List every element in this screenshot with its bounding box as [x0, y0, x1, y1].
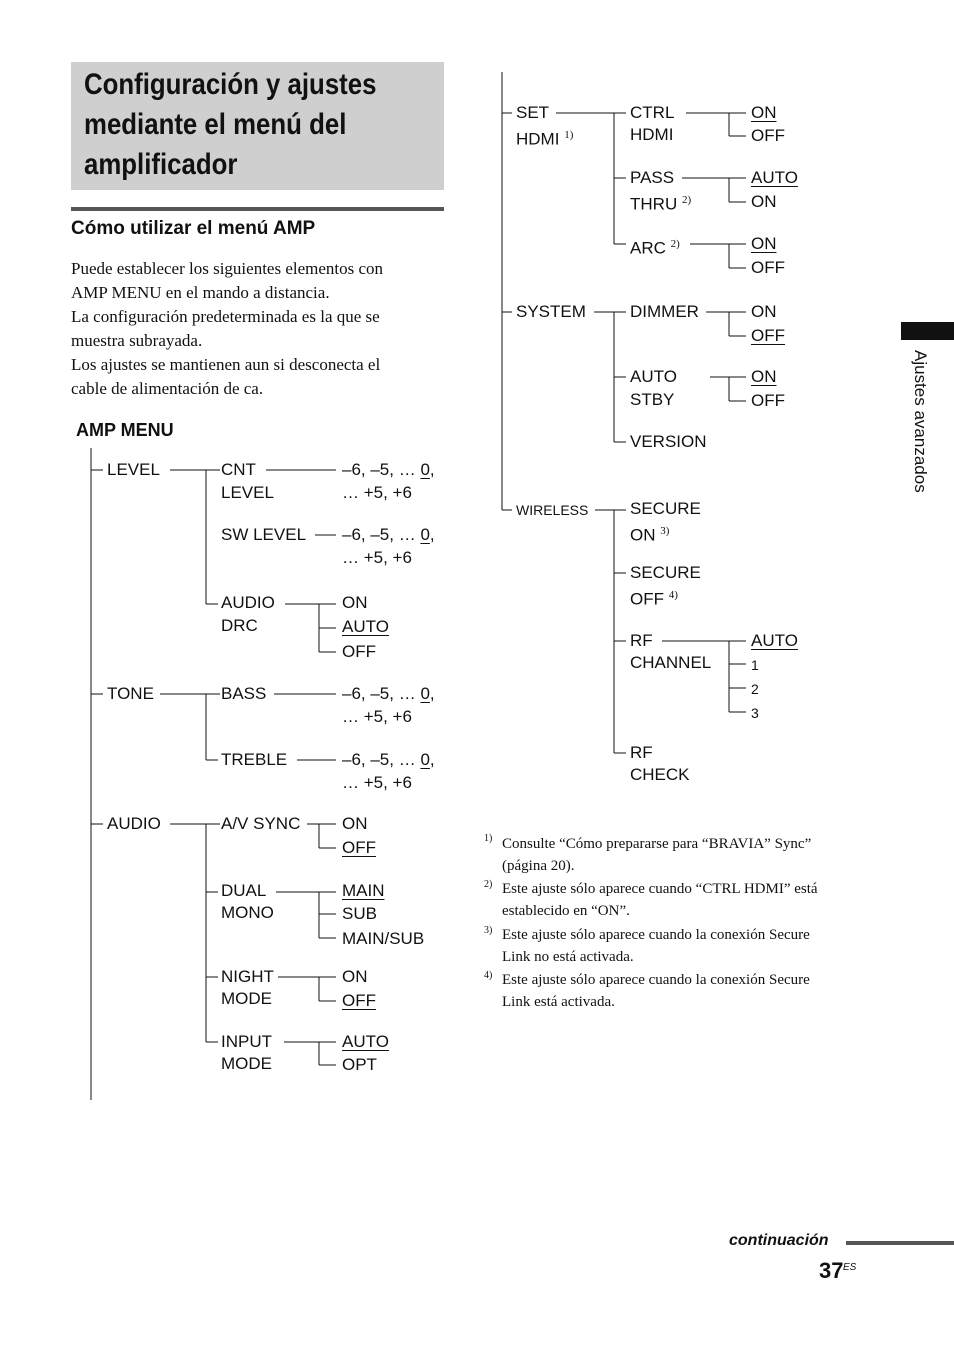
menu-treble: TREBLE: [221, 750, 288, 769]
footnote-number: 2): [484, 879, 493, 890]
intro-line: cable de alimentación de ca.: [71, 379, 264, 398]
option-off: OFF: [342, 642, 376, 661]
option-auto-default: AUTO: [751, 631, 798, 650]
footnote-text: Este ajuste sólo aparece cuando “CTRL HDMI” está: [502, 881, 818, 897]
option-on: ON: [751, 302, 777, 321]
footnote-text: Este ajuste sólo aparece cuando la conexión Secure: [502, 927, 810, 943]
menu-night-mode-2: MODE: [221, 989, 272, 1008]
page-title-line-3: amplificador: [84, 148, 238, 181]
menu-cnt-level-1: CNT: [221, 460, 256, 479]
option-on: ON: [342, 814, 368, 833]
menu-wireless: WIRELESS: [516, 502, 589, 518]
option-auto-default: AUTO: [342, 1032, 389, 1051]
section-heading: Cómo utilizar el menú AMP: [71, 218, 316, 239]
menu-tone: TONE: [107, 684, 154, 703]
option-on: ON: [342, 593, 368, 612]
menu-pass-thru-1: PASS: [630, 168, 675, 187]
menu-level: LEVEL: [107, 460, 160, 479]
intro-line: Los ajustes se mantienen aun si desconecta el: [71, 355, 381, 374]
menu-auto-stby-2: STBY: [630, 390, 675, 409]
menu-secure-off-1: SECURE: [630, 563, 701, 582]
menu-audio-drc-1: AUDIO: [221, 593, 275, 612]
range-value: –6, –5, … 0,: [342, 460, 435, 479]
menu-set-hdmi-2: HDMI $^{1)}$: [516, 129, 574, 149]
menu-version: VERSION: [630, 432, 707, 451]
range-value-end: … +5, +6: [342, 483, 412, 502]
option-off-default: OFF: [342, 838, 376, 857]
option-off-default: OFF: [342, 991, 376, 1010]
section-tab-marker: [901, 322, 954, 340]
page-language-suffix: ES: [843, 1262, 857, 1273]
continued-bar: [846, 1241, 954, 1245]
option-main-sub: MAIN/SUB: [342, 929, 425, 948]
option-auto-default: AUTO: [342, 617, 389, 636]
amp-menu-heading: AMP MENU: [76, 420, 174, 440]
footnote-text: Link no está activada.: [502, 949, 634, 965]
footnote-number: 1): [484, 833, 493, 844]
option-opt: OPT: [342, 1055, 377, 1074]
option-off: OFF: [751, 258, 785, 277]
footnote-text: (página 20).: [502, 858, 575, 874]
option-off-default: OFF: [751, 326, 785, 345]
range-value: –6, –5, … 0,: [342, 684, 435, 703]
option-main-default: MAIN: [342, 881, 385, 900]
menu-rf-channel-2: CHANNEL: [630, 653, 712, 672]
footnote-number: 4): [484, 970, 493, 981]
footnote-text: establecido en “ON”.: [502, 903, 630, 919]
option-off: OFF: [751, 126, 785, 145]
menu-audio: AUDIO: [107, 814, 161, 833]
page-number: 37: [819, 1258, 844, 1283]
menu-input-mode-1: INPUT: [221, 1032, 272, 1051]
menu-dimmer: DIMMER: [630, 302, 699, 321]
option-channel-2: 2: [751, 681, 759, 697]
menu-secure-on-2: ON $^{3)}$: [630, 525, 670, 545]
intro-line: Puede establecer los siguientes elementos con: [71, 259, 384, 278]
option-auto-default: AUTO: [751, 168, 798, 187]
menu-pass-thru-2: THRU $^{2)}$: [630, 194, 692, 214]
section-side-label: Ajustes avanzados: [911, 350, 930, 493]
page-title-line-2: mediante el menú del: [84, 108, 347, 141]
menu-rf-check-1: RF: [630, 743, 653, 762]
page-title-line-1: Configuración y ajustes: [84, 68, 377, 101]
option-on: ON: [751, 192, 777, 211]
intro-line: muestra subrayada.: [71, 331, 203, 350]
footnote-text: Link está activada.: [502, 994, 615, 1010]
menu-bass: BASS: [221, 684, 267, 703]
option-on-default: ON: [751, 103, 777, 122]
menu-night-mode-1: NIGHT: [221, 967, 274, 986]
menu-auto-stby-1: AUTO: [630, 367, 677, 386]
option-on-default: ON: [751, 367, 777, 386]
option-on: ON: [342, 967, 368, 986]
footnote-text: Este ajuste sólo aparece cuando la conexión Secure: [502, 972, 810, 988]
menu-input-mode-2: MODE: [221, 1054, 272, 1073]
menu-arc: ARC $^{2)}$: [630, 238, 680, 258]
option-channel-3: 3: [751, 705, 759, 721]
footnote-number: 3): [484, 925, 493, 936]
intro-line: AMP MENU en el mando a distancia.: [71, 283, 330, 302]
range-value-end: … +5, +6: [342, 707, 412, 726]
option-off: OFF: [751, 391, 785, 410]
option-on-default: ON: [751, 234, 777, 253]
menu-dual-mono-1: DUAL: [221, 881, 267, 900]
menu-set-hdmi-1: SET: [516, 103, 550, 122]
menu-rf-check-2: CHECK: [630, 765, 690, 784]
range-value-end: … +5, +6: [342, 773, 412, 792]
option-channel-1: 1: [751, 657, 759, 673]
menu-audio-drc-2: DRC: [221, 616, 258, 635]
menu-rf-channel-1: RF: [630, 631, 653, 650]
menu-ctrl-hdmi-2: HDMI: [630, 125, 674, 144]
range-value: –6, –5, … 0,: [342, 750, 435, 769]
option-sub: SUB: [342, 904, 377, 923]
intro-line: La configuración predeterminada es la que se: [71, 307, 380, 326]
menu-secure-off-2: OFF $^{4)}$: [630, 589, 678, 609]
menu-sw-level: SW LEVEL: [221, 525, 307, 544]
menu-dual-mono-2: MONO: [221, 903, 274, 922]
menu-secure-on-1: SECURE: [630, 499, 701, 518]
continued-label: continuación: [729, 1232, 829, 1249]
range-value-end: … +5, +6: [342, 548, 412, 567]
menu-ctrl-hdmi-1: CTRL: [630, 103, 675, 122]
menu-cnt-level-2: LEVEL: [221, 483, 274, 502]
footnote-text: Consulte “Cómo prepararse para “BRAVIA” Sync”: [502, 836, 812, 852]
menu-system: SYSTEM: [516, 302, 586, 321]
menu-av-sync: A/V SYNC: [221, 814, 301, 833]
range-value: –6, –5, … 0,: [342, 525, 435, 544]
